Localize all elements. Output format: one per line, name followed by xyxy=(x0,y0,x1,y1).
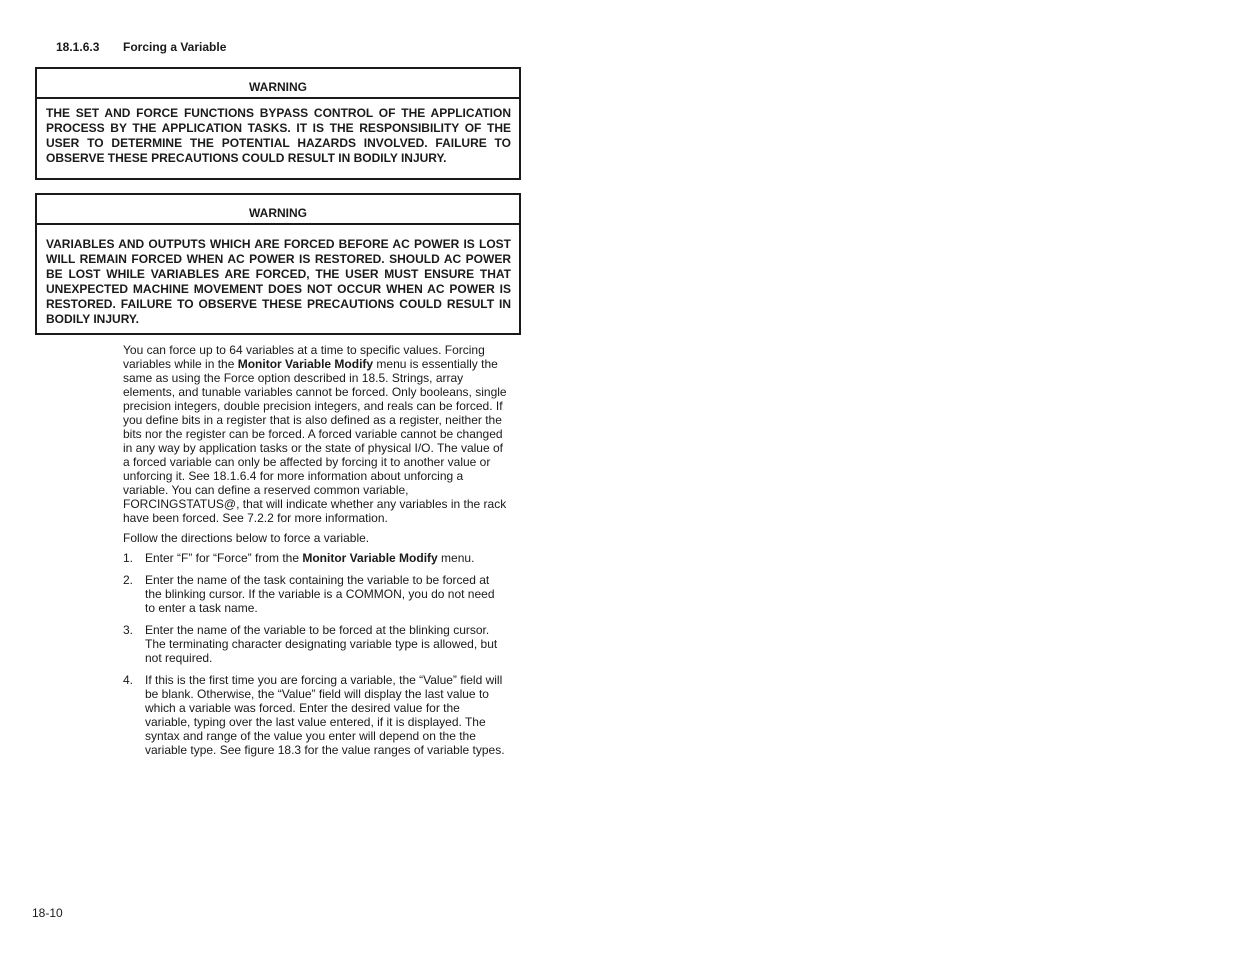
follow-paragraph: Follow the directions below to force a variable. xyxy=(123,531,370,545)
step-text: If this is the first time you are forcing a variable, the “Value” field will be blank. Otherwise, the “Value” field will display the last value to which a variable was forced. Enter the desired value for the variable, typing over the last value entered, if it is displayed. The syntax and range of the value you enter will depend on the the variable type. See figure 18.3 for the value ranges of variable types. xyxy=(145,673,505,757)
warning-box-1 xyxy=(35,67,521,180)
step-number: 2. xyxy=(123,573,134,587)
warning-text: VARIABLES AND OUTPUTS WHICH ARE FORCED BEFORE AC POWER IS LOST WILL REMAIN FORCED WHEN AC POWER IS RESTORED. SHOULD AC POWER BE LOST WHILE VARIABLES ARE FORCED, THE USER MUST ENSURE THAT UNEXPECTED MACHINE MOVEMENT DOES NOT OCCUR WHEN AC POWER IS RESTORED. FAILURE TO OBSERVE THESE PRECAUTIONS COULD RESULT IN BODILY INJURY. xyxy=(46,237,511,326)
warning-title: WARNING xyxy=(37,69,519,99)
step-number: 3. xyxy=(123,623,134,637)
step-text: Enter the name of the task containing the variable to be forced at the blinking cursor. If the variable is a COMMON, you do not need to enter a task name. xyxy=(145,573,495,615)
step-item: 1. Enter “F” for “Force” from the Monitor Variable Modify menu. xyxy=(123,551,475,565)
menu-name: Monitor Variable Modify xyxy=(237,357,374,371)
step-text: Enter the name of the variable to be forced at the blinking cursor. The terminating character designating variable type is allowed, but not required. xyxy=(145,623,498,665)
menu-name: Monitor Variable Modify xyxy=(302,551,438,565)
warning-text: THE SET AND FORCE FUNCTIONS BYPASS CONTROL OF THE APPLICATION PROCESS BY THE APPLICATION TASKS. IT IS THE RESPONSIBILITY OF THE USER TO DETERMINE THE POTENTIAL HAZARDS INVOLVED. FAILURE TO OBSERVE THESE PRECAUTIONS COULD RESULT IN BODILY INJURY. xyxy=(46,106,511,165)
step-number: 4. xyxy=(123,673,134,687)
intro-paragraph: You can force up to 64 variables at a time to specific values. Forcing variables while in the Monitor Variable Modify menu is essentially the same as using the Force option described in 18.5. Strings, array elements, and tunable variables cannot be forced. Only booleans, single precision integers, double precision integers, and reals can be forced. If you define bits in a register that is also defined as a register, neither the bits nor the register can be forced. A forced variable cannot be changed in any way by application tasks or the state of physical I/O. The value of a forced variable can only be affected by forcing it to another value or unforcing it. See 18.1.6.4 for more information about unforcing a variable. You can define a reserved common variable, FORCINGSTATUS@, that will indicate whether any variables in the rack have been forced. See 7.2.2 for more information. xyxy=(123,343,507,525)
step-item xyxy=(123,673,507,757)
section-number: 18.1.6.3 xyxy=(56,40,100,54)
warning-title: WARNING xyxy=(37,195,519,225)
step-number: 1. xyxy=(123,551,134,565)
step-list xyxy=(123,551,507,757)
section-title: Forcing a Variable xyxy=(123,40,227,54)
step-item xyxy=(123,573,507,615)
page-number: 18-10 xyxy=(32,906,63,920)
body-text xyxy=(123,343,507,765)
step-item xyxy=(123,623,507,665)
section-heading xyxy=(56,40,226,54)
warning-box-2 xyxy=(35,193,521,335)
